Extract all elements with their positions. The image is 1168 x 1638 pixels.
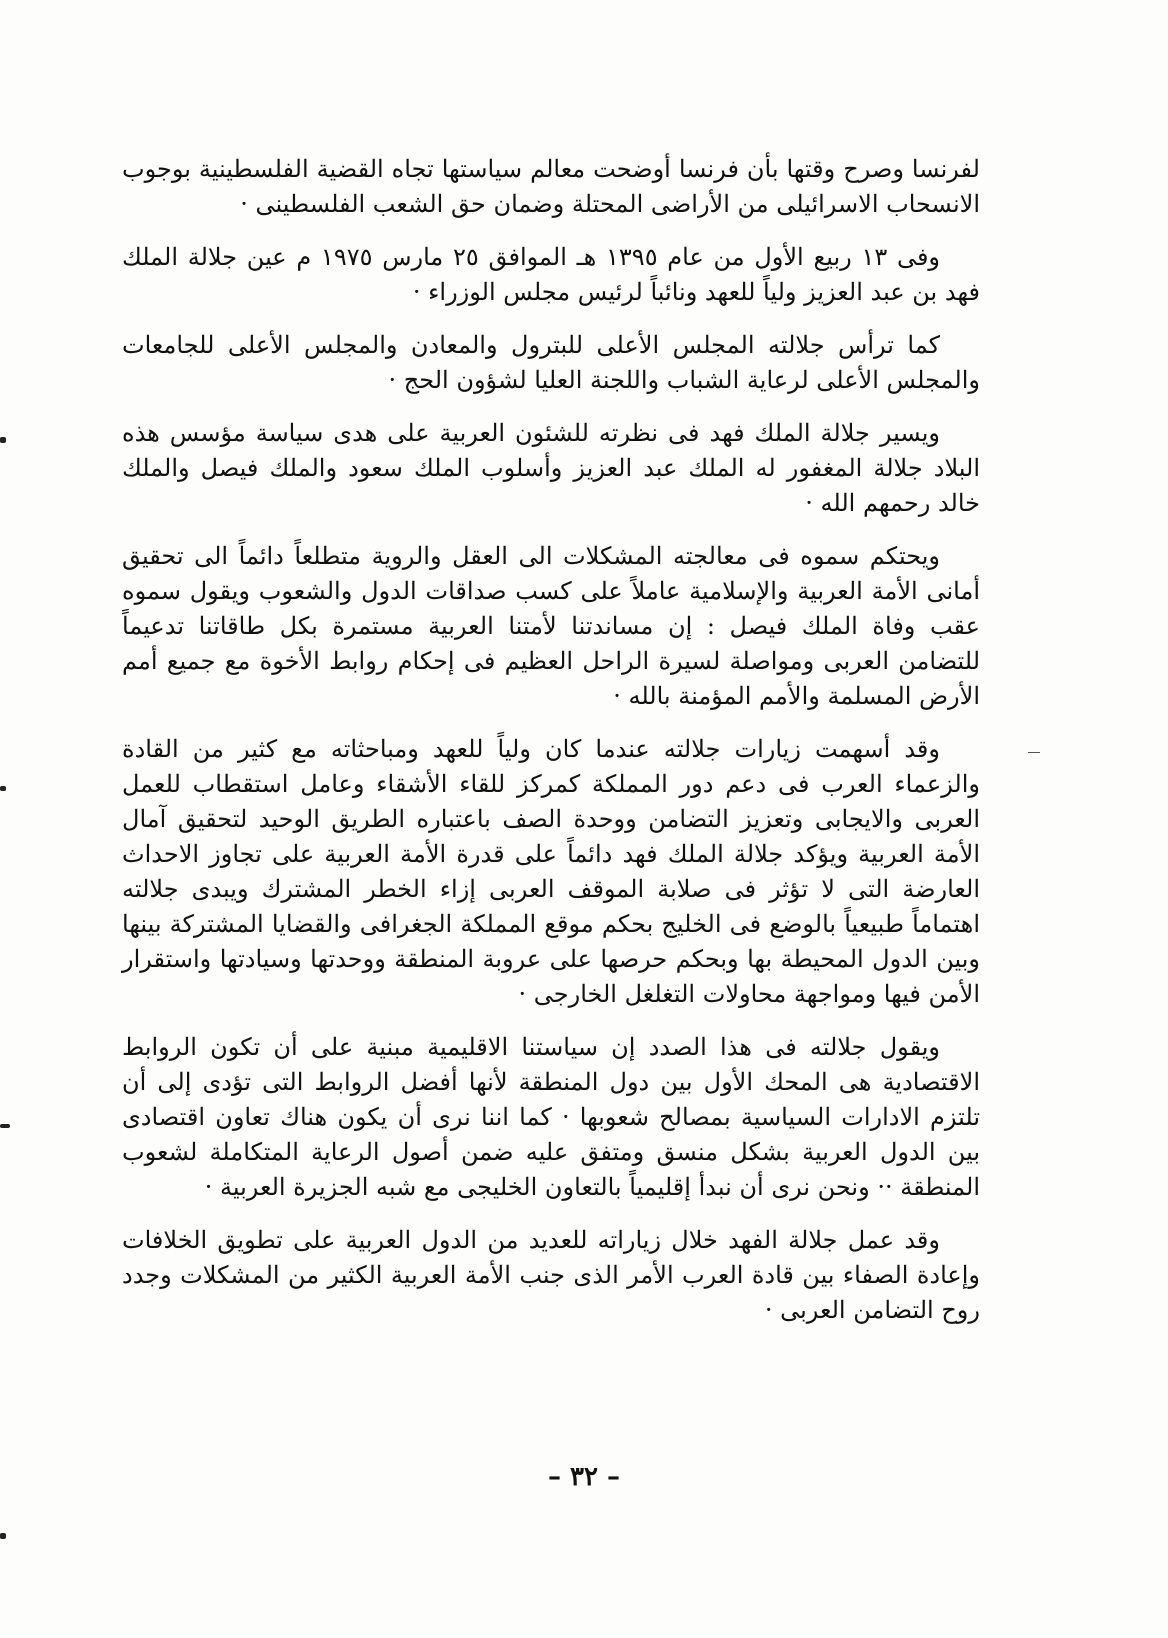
scan-edge-mark [0,437,6,443]
paragraph-8: وقد عمل جلالة الفهد خلال زياراته للعديد من الدول العربية على تطويق الخلافات وإعادة الصفاء بين قادة العرب الأمر الذى جنب الأمة العربية الكثير من المشكلات وجدد روح التضامن العربى · [122,1226,980,1324]
body-text [122,152,980,1346]
paragraph-6: وقد أسهمت زيارات جلالته عندما كان ولياً للعهد ومباحثاته مع كثير من القادة والزعماء العرب فى دعم دور المملكة كمركز للقاء الأشقاء وعامل استقطاب للعمل العربى والايجابى وتعزيز التضامن ووحدة الصف باعتباره الطريق الوحيد لتحقيق آمال الأمة العربية ويؤكد جلالة الملك فهد دائماً على قدرة الأمة العربية على تجاوز الاحداث العارضة التى لا تؤثر فى صلابة الموقف العربى إزاء الخطر المشترك ويبدى جلالته اهتماماً طبيعياً بالوضع فى الخليج بحكم موقع المملكة الجغرافى والقضايا المشتركة بينها وبين الدول المحيطة بها وبحكم حرصها على عروبة المنطقة ووحدتها وسيادتها واستقرار الأمن فيها ومواجهة محاولات التغلغل الخارجى · [122,735,981,1008]
scan-edge-mark [0,1124,10,1128]
margin-tick-mark [1028,752,1040,753]
paragraph-5: ويحتكم سموه فى معالجته المشكلات الى العقل والروية متطلعاً دائماً الى تحقيق أمانى الأمة العربية والإسلامية عاملاً على كسب صداقات الدول والشعوب ويقول سموه عقب وفاة الملك فيصل : إن مساندتنا لأمتنا العربية مستمرة بكل طاقاتنا تدعيماً للتضامن العربى ومواصلة لسيرة الراحل العظيم فى إحكام روابط الأخوة مع جميع أمم الأرض المسلمة والأمم المؤمنة بالله · [122,542,980,710]
paragraph-4: ويسير جلالة الملك فهد فى نظرته للشئون العربية على هدى سياسة مؤسس هذه البلاد جلالة المغفور له الملك عبد العزيز وأسلوب الملك سعود والملك فيصل والملك خالد رحمهم الله · [122,419,980,517]
scan-edge-mark [0,1533,6,1539]
paragraph-7: ويقول جلالته فى هذا الصدد إن سياستنا الاقليمية مبنية على أن تكون الروابط الاقتصادية هى المحك الأول بين دول المنطقة لأنها أفضل الروابط التى تؤدى إلى أن تلتزم الادارات السياسية بمصالح شعوبها · كما اننا نرى أن يكون هناك تعاون اقتصادى بين الدول العربية بشكل منسق ومتفق عليه ضمن أصول الرعاية المتكاملة لشعوب المنطقة ·· ونحن نرى أن نبدأ إقليمياً بالتعاون الخليجى مع شبه الجزيرة العربية · [122,1033,980,1201]
page-number: – ٣٢ – [547,1462,621,1492]
paragraph-3: كما ترأس جلالته المجلس الأعلى للبترول والمعادن والمجلس الأعلى للجامعات والمجلس الأعلى لرعاية الشباب واللجنة العليا لشؤون الحج · [122,331,980,394]
paragraph-2: وفى ١٣ ربيع الأول من عام ١٣٩٥ هـ الموافق ٢٥ مارس ١٩٧٥ م عين جلالة الملك فهد بن عبد العزيز ولياً للعهد ونائباً لرئيس مجلس الوزراء · [122,243,980,306]
scan-edge-mark [0,786,6,791]
paragraph-1: لفرنسا وصرح وقتها بأن فرنسا أوضحت معالم سياستها تجاه القضية الفلسطينية بوجوب الانسحاب الاسرائيلى من الأراضى المحتلة وضمان حق الشعب الفلسطينى · [122,155,980,218]
